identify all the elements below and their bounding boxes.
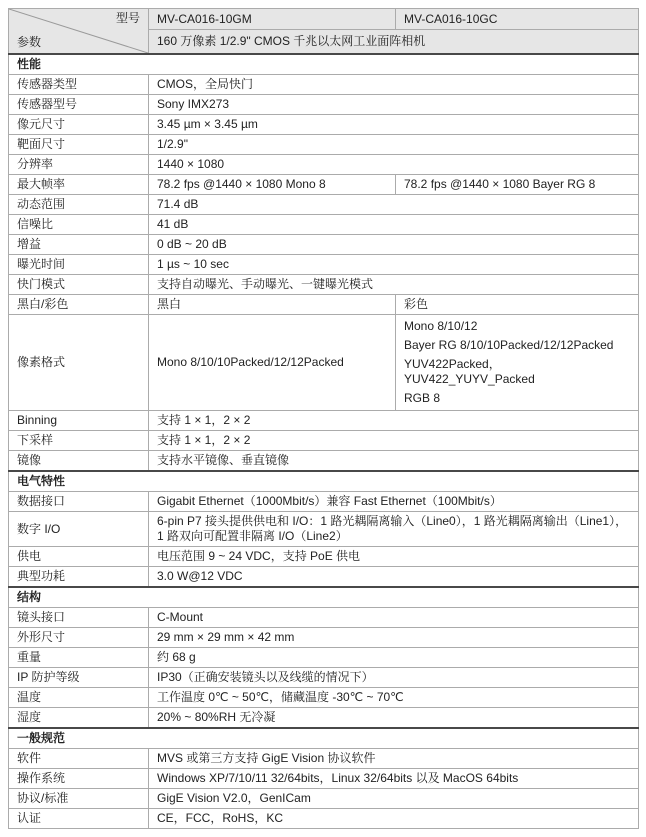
spec-row: [9, 431, 639, 451]
row-label: 黑白/彩色: [9, 295, 149, 315]
row-value: 黑白: [149, 295, 396, 315]
row-label: 信噪比: [9, 215, 149, 235]
spec-row: [9, 215, 639, 235]
row-label: 协议/标准: [9, 789, 149, 809]
model-name-gm: MV-CA016-10GM: [149, 9, 396, 30]
value-line: Bayer RG 8/10/10Packed/12/12Packed: [404, 338, 614, 352]
spec-row: [9, 411, 639, 431]
row-label: 典型功耗: [9, 567, 149, 588]
spec-row: [9, 492, 639, 512]
row-value: 71.4 dB: [149, 195, 639, 215]
row-value: 支持 1 × 1，2 × 2: [149, 431, 639, 451]
spec-row: [9, 315, 639, 411]
row-label: 操作系统: [9, 769, 149, 789]
row-label: 动态范围: [9, 195, 149, 215]
row-value: 3.0 W@12 VDC: [149, 567, 639, 588]
row-label: 镜头接口: [9, 608, 149, 628]
spec-row: [9, 608, 639, 628]
row-label: 像元尺寸: [9, 115, 149, 135]
section-title: 结构: [9, 587, 639, 608]
row-value: MVS 或第三方支持 GigE Vision 协议软件: [149, 749, 639, 769]
row-value: 1/2.9": [149, 135, 639, 155]
spec-row: [9, 688, 639, 708]
row-label: 下采样: [9, 431, 149, 451]
row-value: 6-pin P7 接头提供供电和 I/O：1 路光耦隔离输入（Line0），1 路光耦隔离输出（Line1），1 路双向可配置非隔离 I/O（Line2）: [149, 512, 639, 547]
row-value: 1440 × 1080: [149, 155, 639, 175]
row-value: 约 68 g: [149, 648, 639, 668]
spec-row: [9, 789, 639, 809]
model-name-gc: MV-CA016-10GC: [396, 9, 639, 30]
row-value: IP30（正确安装镜头以及线缆的情况下）: [149, 668, 639, 688]
row-label: IP 防护等级: [9, 668, 149, 688]
spec-row: [9, 255, 639, 275]
product-description: 160 万像素 1/2.9" CMOS 千兆以太网工业面阵相机: [149, 30, 639, 55]
spec-row: [9, 275, 639, 295]
row-value: CE，FCC，RoHS，KC: [149, 809, 639, 829]
row-label: 认证: [9, 809, 149, 829]
row-label: 湿度: [9, 708, 149, 729]
row-label: 曝光时间: [9, 255, 149, 275]
row-value: 78.2 fps @1440 × 1080 Mono 8: [149, 175, 396, 195]
row-label: 传感器类型: [9, 75, 149, 95]
row-value: C-Mount: [149, 608, 639, 628]
spec-row: [9, 809, 639, 829]
row-label: 快门模式: [9, 275, 149, 295]
corner-box: [9, 9, 148, 53]
spec-row: [9, 668, 639, 688]
row-label: 数据接口: [9, 492, 149, 512]
row-value: 支持水平镜像、垂直镜像: [149, 451, 639, 472]
section-title: 一般规范: [9, 728, 639, 749]
spec-row: [9, 115, 639, 135]
spec-row: [9, 567, 639, 588]
row-value: Gigabit Ethernet（1000Mbit/s）兼容 Fast Ethernet（100Mbit/s）: [149, 492, 639, 512]
header-row-models: [9, 9, 639, 30]
row-label: 温度: [9, 688, 149, 708]
spec-table: [8, 8, 639, 829]
spec-row: [9, 295, 639, 315]
row-label: 分辨率: [9, 155, 149, 175]
spec-row: [9, 512, 639, 547]
row-value: 29 mm × 29 mm × 42 mm: [149, 628, 639, 648]
row-label: 靶面尺寸: [9, 135, 149, 155]
row-label: 镜像: [9, 451, 149, 472]
row-label: 外形尺寸: [9, 628, 149, 648]
spec-row: [9, 769, 639, 789]
row-label: Binning: [9, 411, 149, 431]
spec-row: [9, 628, 639, 648]
row-value: 0 dB ~ 20 dB: [149, 235, 639, 255]
section-row: [9, 54, 639, 75]
corner-cell: [9, 9, 149, 55]
spec-row: [9, 135, 639, 155]
section-row: [9, 728, 639, 749]
row-value: GigE Vision V2.0，GenICam: [149, 789, 639, 809]
row-label: 像素格式: [9, 315, 149, 411]
corner-label-model: 型号: [115, 11, 140, 25]
row-value: [396, 315, 639, 411]
spec-row: [9, 749, 639, 769]
spec-row: [9, 648, 639, 668]
section-row: [9, 471, 639, 492]
spec-row: [9, 155, 639, 175]
section-title: 性能: [9, 54, 639, 75]
row-value: Sony IMX273: [149, 95, 639, 115]
row-label: 增益: [9, 235, 149, 255]
row-value: 支持自动曝光、手动曝光、一键曝光模式: [149, 275, 639, 295]
row-value: 78.2 fps @1440 × 1080 Bayer RG 8: [396, 175, 639, 195]
value-line: RGB 8: [404, 391, 441, 405]
row-label: 最大帧率: [9, 175, 149, 195]
row-value: 支持 1 × 1，2 × 2: [149, 411, 639, 431]
row-value: [149, 315, 396, 411]
row-value: 工作温度 0℃ ~ 50℃，储藏温度 -30℃ ~ 70℃: [149, 688, 639, 708]
row-value: Windows XP/7/10/11 32/64bits，Linux 32/64bits 以及 MacOS 64bits: [149, 769, 639, 789]
section-row: [9, 587, 639, 608]
row-value: 1 µs ~ 10 sec: [149, 255, 639, 275]
spec-row: [9, 235, 639, 255]
row-label: 传感器型号: [9, 95, 149, 115]
spec-row: [9, 195, 639, 215]
spec-row: [9, 547, 639, 567]
spec-row: [9, 451, 639, 472]
row-value: 41 dB: [149, 215, 639, 235]
row-value: CMOS，全局快门: [149, 75, 639, 95]
value-line: Mono 8/10/12: [404, 319, 478, 333]
row-label: 供电: [9, 547, 149, 567]
spec-row: [9, 708, 639, 729]
row-value: 电压范围 9 ~ 24 VDC，支持 PoE 供电: [149, 547, 639, 567]
section-title: 电气特性: [9, 471, 639, 492]
row-label: 数字 I/O: [9, 512, 149, 547]
corner-label-parameter: 参数: [17, 35, 42, 49]
value-line: Mono 8/10/10Packed/12/12Packed: [157, 355, 344, 369]
row-value: 3.45 µm × 3.45 µm: [149, 115, 639, 135]
spec-row: [9, 95, 639, 115]
value-line: YUV422Packed，YUV422_YUYV_Packed: [404, 357, 535, 386]
spec-row: [9, 75, 639, 95]
row-value: 20% ~ 80%RH 无冷凝: [149, 708, 639, 729]
row-label: 软件: [9, 749, 149, 769]
row-value: 彩色: [396, 295, 639, 315]
row-label: 重量: [9, 648, 149, 668]
spec-row: [9, 175, 639, 195]
